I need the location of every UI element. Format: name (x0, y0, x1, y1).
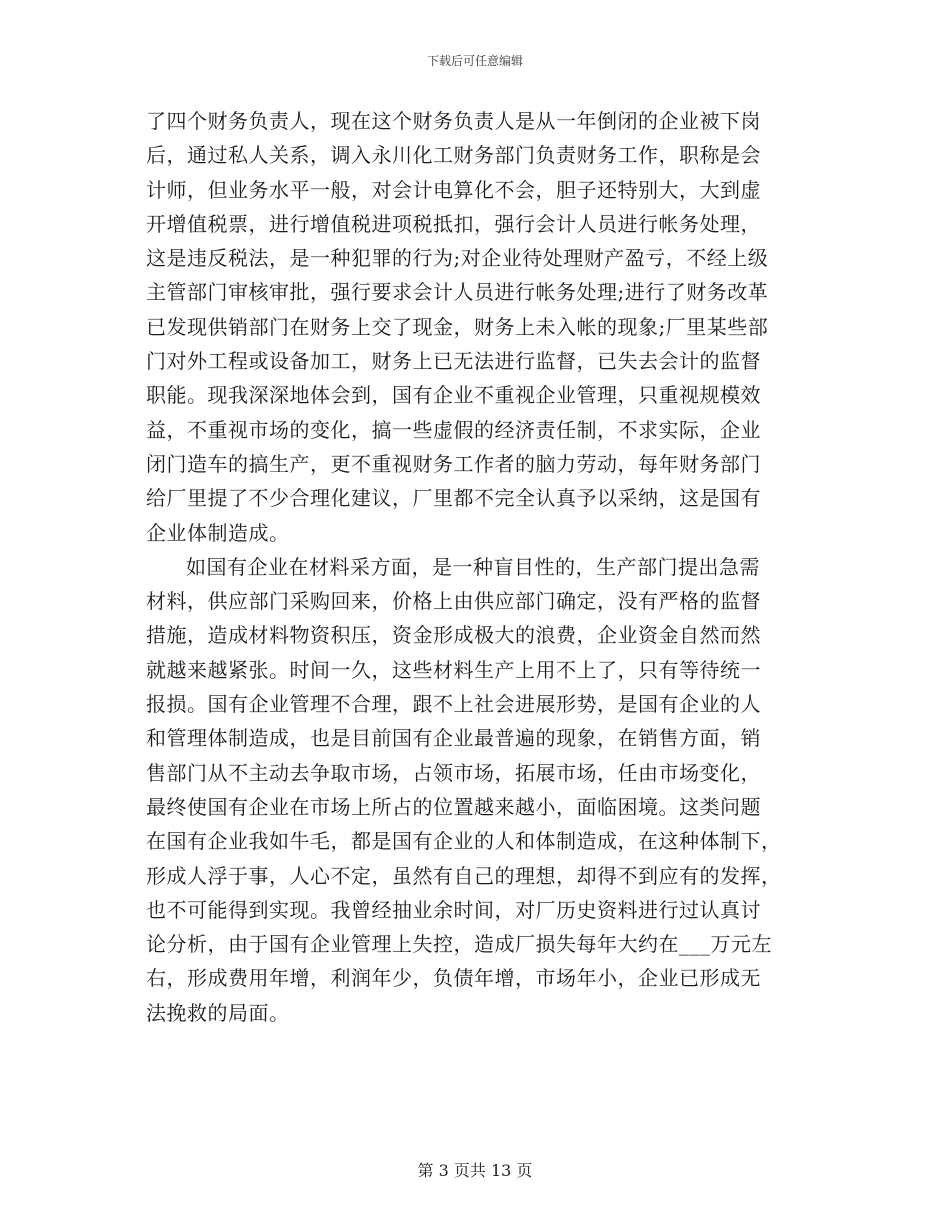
text-line: 闭门造车的搞生产，更不重视财务工作者的脑力劳动，每年财务部门 (146, 451, 761, 476)
text-line: 企业体制造成。 (146, 520, 290, 545)
text-line: 已发现供销部门在财务上交了现金，财务上未入帐的现象;厂里某些部 (146, 314, 769, 339)
text-line: 形成人浮于事，人心不定，虽然有自己的理想，却得不到应有的发挥， (146, 863, 782, 888)
text-line: 售部门从不主动去争取市场，占领市场，拓展市场，任由市场变化， (146, 760, 761, 785)
text-line: 右，形成费用年增，利润年少，负债年增，市场年小，企业已形成无 (146, 966, 761, 991)
text-line: 也不可能得到实现。我曾经抽业余时间，对厂历史资料进行过认真讨 (146, 897, 761, 922)
text-line: 益，不重视市场的变化，搞一些虚假的经济责任制，不求实际，企业 (146, 417, 761, 442)
text-line: 如国有企业在材料采方面，是一种盲目性的，生产部门提出急需 (186, 554, 760, 579)
text-line: 门对外工程或设备加工，财务上已无法进行监督，已失去会计的监督 (146, 349, 761, 374)
text-line: 职能。现我深深地体会到，国有企业不重视企业管理，只重视规模效 (146, 383, 761, 408)
text-line: 主管部门审核审批，强行要求会计人员进行帐务处理;进行了财务改革 (146, 280, 769, 305)
text-line: 法挽救的局面。 (146, 1000, 290, 1025)
text-line: 材料，供应部门采购回来，价格上由供应部门确定，没有严格的监督 (146, 589, 761, 614)
text-line: 这是违反税法，是一种犯罪的行为;对企业待处理财产盈亏，不经上级 (146, 246, 769, 271)
text-line: 就越来越紧张。时间一久，这些材料生产上用不上了，只有等待统一 (146, 657, 761, 682)
page-number-footer: 第 3 页共 13 页 (417, 1161, 533, 1180)
document-body (146, 104, 806, 1030)
text-line: 开增值税票，进行增值税进项税抵扣，强行会计人员进行帐务处理， (146, 211, 761, 236)
text-line: 措施，造成材料物资积压，资金形成极大的浪费，企业资金自然而然 (146, 623, 761, 648)
text-line: 报损。国有企业管理不合理，跟不上社会进展形势，是国有企业的人 (146, 692, 761, 717)
text-line: 在国有企业我如牛毛，都是国有企业的人和体制造成，在这种体制下， (146, 829, 782, 854)
text-line: 论分析，由于国有企业管理上失控，造成厂损失每年大约在___万元左 (146, 932, 772, 957)
text-line: 最终使国有企业在市场上所占的位置越来越小，面临困境。这类问题 (146, 794, 761, 819)
page-header: 下载后可任意编辑 (426, 54, 523, 68)
paragraph-1 (146, 104, 806, 550)
text-line: 了四个财务负责人，现在这个财务负责人是从一年倒闭的企业被下岗 (146, 109, 761, 133)
paragraph-2 (146, 550, 806, 1030)
text-line: 后，通过私人关系，调入永川化工财务部门负责财务工作，职称是会 (146, 143, 761, 168)
text-line: 和管理体制造成，也是目前国有企业最普遍的现象，在销售方面，销 (146, 726, 761, 751)
text-line: 计师，但业务水平一般，对会计电算化不会，胆子还特别大，大到虚 (146, 177, 761, 202)
text-line: 给厂里提了不少合理化建议，厂里都不完全认真予以采纳，这是国有 (146, 486, 761, 511)
